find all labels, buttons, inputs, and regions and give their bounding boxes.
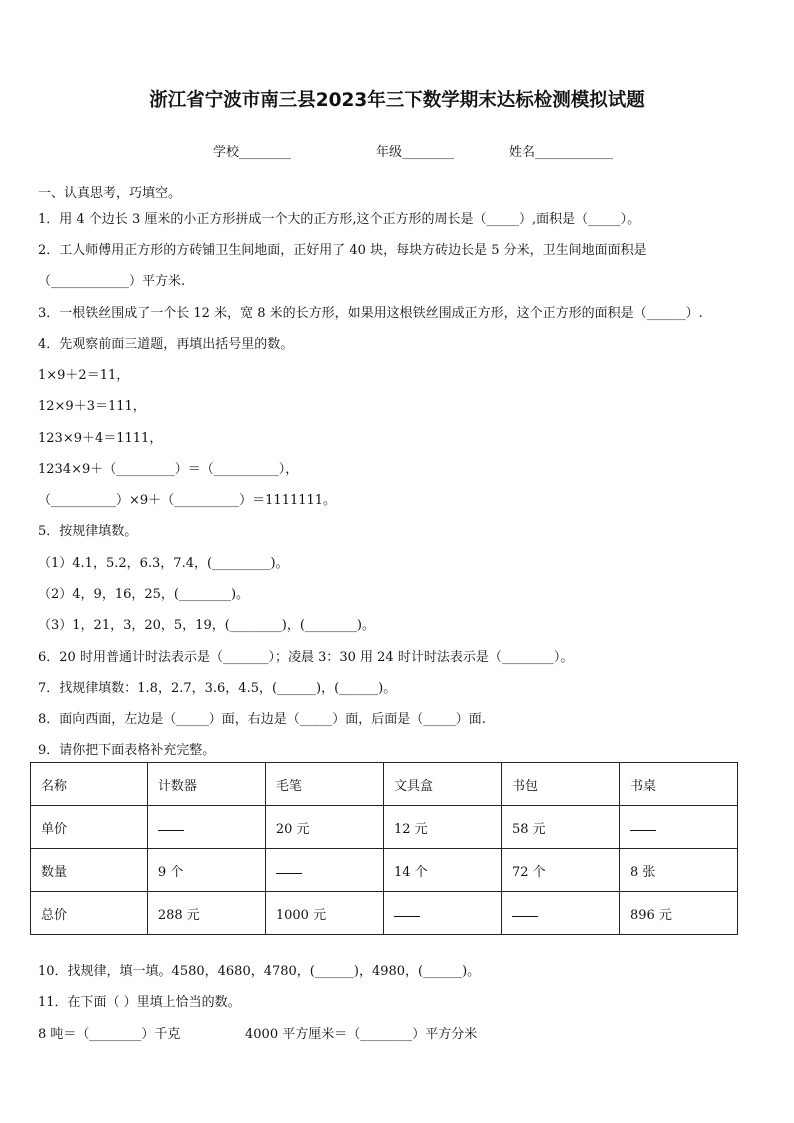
table-row <box>31 806 738 849</box>
question-4-eq3: 123×9＋4＝1111， <box>38 431 163 446</box>
question-7: 7．找规律填数：1.8，2.7，3.6，4.5，(______)，(______)。 <box>38 681 397 696</box>
question-4-eq2: 12×9＋3＝111， <box>38 399 146 414</box>
table-cell: 数量 <box>31 849 148 892</box>
name-field: 姓名____________ <box>509 145 614 160</box>
question-9: 9．请你把下面表格补充完整。 <box>38 743 216 758</box>
table-cell: 毛笔 <box>265 763 383 806</box>
table-cell: 14 个 <box>383 849 501 892</box>
answer-blank <box>394 906 420 917</box>
question-4: 4．先观察前面三道题，再填出括号里的数。 <box>38 337 294 352</box>
grade-field: 年级________ <box>376 145 455 160</box>
question-5-part2: （2）4，9，16，25，(________)。 <box>38 587 250 602</box>
table-cell-blank <box>147 806 265 849</box>
answer-blank <box>630 820 656 831</box>
table-cell: 12 元 <box>383 806 501 849</box>
page-title: 浙江省宁波市南三县2023年三下数学期末达标检测模拟试题 <box>149 90 645 111</box>
question-5: 5．按规律填数。 <box>38 524 138 539</box>
table-cell: 1000 元 <box>265 892 383 935</box>
question-6: 6．20 时用普通计时法表示是（_______）；凌晨 3：30 用 24 时计时法表示是（________）。 <box>38 650 574 665</box>
table-cell: 计数器 <box>147 763 265 806</box>
question-4-eq4: 1234×9＋（_________）＝（__________）， <box>38 462 299 477</box>
question-1: 1．用 4 个边长 3 厘米的小正方形拼成一个大的正方形,这个正方形的周长是（_____）,面积是（_____）。 <box>38 212 641 227</box>
table-cell: 8 张 <box>619 849 737 892</box>
question-10: 10．找规律，填一填。4580，4680，4780，(______)，4980，(______)。 <box>38 964 481 979</box>
table-cell: 9 个 <box>147 849 265 892</box>
question-8: 8．面向西面，左边是（_____）面，右边是（_____）面，后面是（_____）面. <box>38 712 486 727</box>
table-cell: 72 个 <box>501 849 619 892</box>
answer-blank <box>158 820 184 831</box>
table-cell: 书桌 <box>619 763 737 806</box>
question-11-part2: 4000 平方厘米＝（________）平方分米 <box>245 1027 478 1042</box>
price-table <box>30 762 738 935</box>
table-cell-blank <box>619 806 737 849</box>
question-4-eq5: （__________）×9＋（__________）＝1111111。 <box>38 493 337 508</box>
question-5-part1: （1）4.1，5.2，6.3，7.4，(_________)。 <box>38 556 289 571</box>
school-field: 学校________ <box>213 145 292 160</box>
question-4-eq1: 1×9＋2＝11， <box>38 368 130 383</box>
table-row <box>31 892 738 935</box>
question-5-part3: （3）1，21，3，20，5，19，(________)，(________)。 <box>38 618 375 633</box>
table-cell: 总价 <box>31 892 148 935</box>
table-cell: 单价 <box>31 806 148 849</box>
question-11: 11．在下面（ ）里填上恰当的数。 <box>38 995 241 1010</box>
answer-blank <box>276 863 302 874</box>
table-cell-blank <box>501 892 619 935</box>
section-heading: 一、认真思考，巧填空。 <box>38 186 182 201</box>
question-2-cont: （____________）平方米. <box>38 274 186 289</box>
question-2: 2．工人师傅用正方形的方砖铺卫生间地面，正好用了 40 块，每块方砖边长是 5 分米，卫生间地面面积是 <box>38 243 647 258</box>
table-cell: 288 元 <box>147 892 265 935</box>
table-cell: 文具盒 <box>383 763 501 806</box>
table-cell: 58 元 <box>501 806 619 849</box>
answer-blank <box>512 906 538 917</box>
table-cell-blank <box>383 892 501 935</box>
table-cell: 896 元 <box>619 892 737 935</box>
table-cell: 书包 <box>501 763 619 806</box>
table-header-row <box>31 763 738 806</box>
table-cell-blank <box>265 849 383 892</box>
table-cell: 20 元 <box>265 806 383 849</box>
table-cell: 名称 <box>31 763 148 806</box>
table-row <box>31 849 738 892</box>
question-3: 3．一根铁丝围成了一个长 12 米，宽 8 米的长方形，如果用这根铁丝围成正方形，这个正方形的面积是（______）. <box>38 306 703 321</box>
question-11-part1: 8 吨＝（________）千克 <box>38 1027 181 1042</box>
